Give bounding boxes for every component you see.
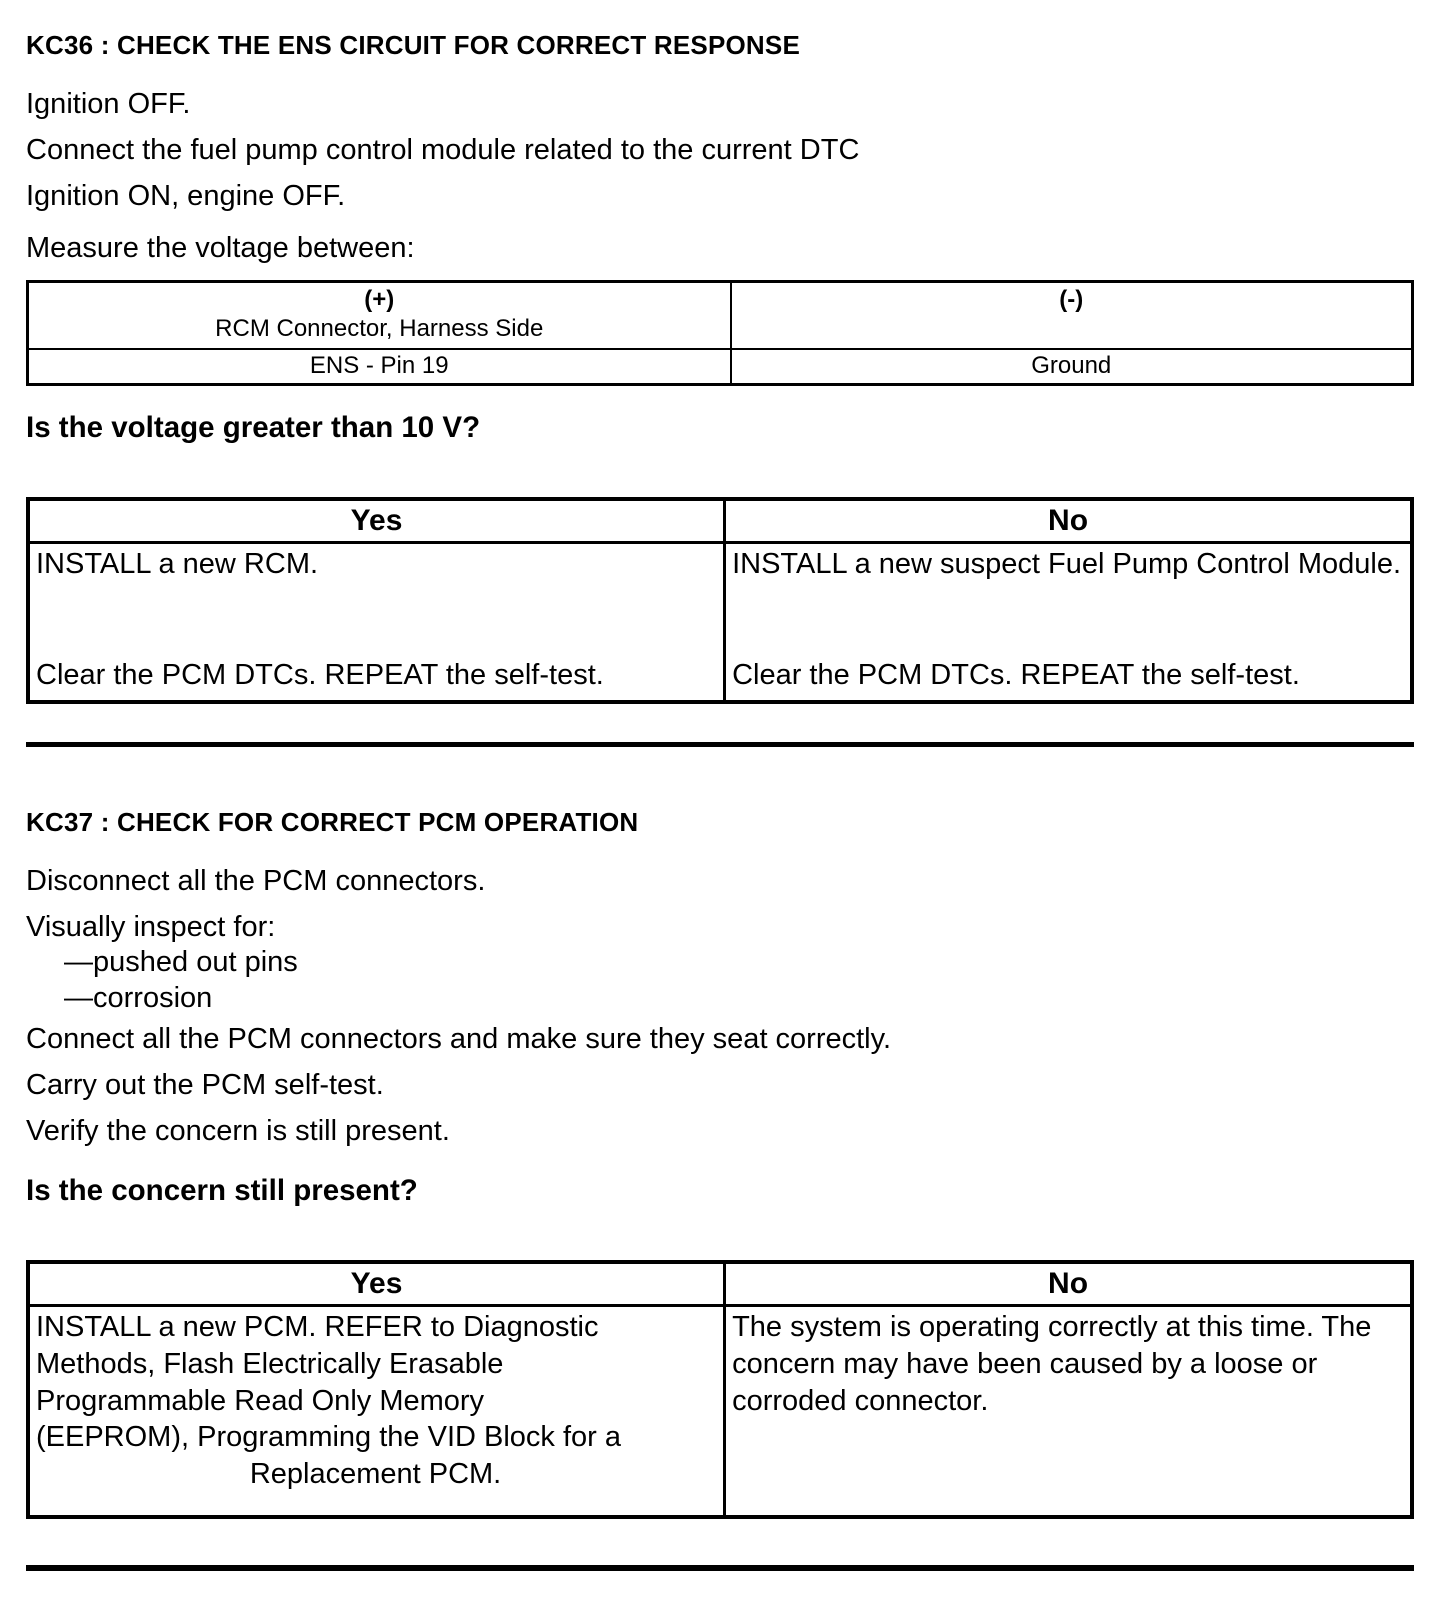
kc37-decision-table — [26, 1260, 1414, 1519]
kc37-step-heading: KC37 : CHECK FOR CORRECT PCM OPERATION — [26, 806, 639, 837]
instruction-line: Verify the concern is still present. — [26, 1114, 450, 1147]
section-kc37 — [26, 807, 1414, 1519]
measurement-data-row — [28, 349, 1413, 384]
yes-action-cell — [28, 1305, 725, 1517]
positive-lead-header-cell — [28, 282, 731, 349]
positive-connector-label: RCM Connector, Harness Side — [215, 314, 544, 342]
negative-lead-header-cell — [731, 282, 1413, 349]
yes-header-cell: Yes — [28, 1262, 725, 1306]
no-action-cell — [725, 1305, 1412, 1517]
negative-pin-cell: Ground — [731, 349, 1413, 384]
decision-header-row — [28, 499, 1412, 543]
measurement-header-row — [28, 282, 1413, 349]
no-action-text: INSTALL a new suspect Fuel Pump Control Module. — [732, 547, 1402, 580]
decision-body-row — [28, 1305, 1412, 1517]
instruction-line: Connect the fuel pump control module related to the current DTC — [26, 133, 860, 166]
inspect-bullet-item: —pushed out pins — [64, 945, 298, 978]
kc37-decision-question: Is the concern still present? — [26, 1173, 418, 1207]
kc36-decision-question: Is the voltage greater than 10 V? — [26, 410, 481, 444]
instruction-line: Measure the voltage between: — [26, 232, 415, 265]
no-followup-text: Clear the PCM DTCs. REPEAT the self-test. — [732, 659, 1300, 692]
yes-followup-text: Clear the PCM DTCs. REPEAT the self-test. — [36, 659, 604, 692]
inspect-bullet-item: —corrosion — [64, 982, 213, 1015]
instruction-line: Ignition ON, engine OFF. — [26, 179, 346, 212]
positive-symbol: (+) — [364, 286, 395, 314]
instruction-line: Disconnect all the PCM connectors. — [26, 864, 486, 897]
kc36-step-heading: KC36 : CHECK THE ENS CIRCUIT FOR CORRECT RESPONSE — [26, 30, 800, 60]
bottom-rule — [26, 1565, 1414, 1571]
yes-header-cell: Yes — [28, 499, 725, 543]
measurement-table — [26, 280, 1414, 385]
no-action-cell — [725, 542, 1412, 702]
section-kc36 — [26, 30, 1414, 704]
section-divider-rule — [26, 742, 1414, 747]
kc36-decision-table — [26, 497, 1414, 704]
no-header-cell: No — [725, 499, 1412, 543]
instruction-line: Carry out the PCM self-test. — [26, 1068, 384, 1101]
positive-pin-cell: ENS - Pin 19 — [28, 349, 731, 384]
yes-action-line: Replacement PCM. — [249, 1458, 502, 1491]
no-header-cell: No — [725, 1262, 1412, 1306]
yes-action-line: INSTALL a new PCM. REFER to Diagnostic — [36, 1310, 599, 1343]
instruction-line: Visually inspect for: — [26, 910, 276, 943]
yes-action-text: INSTALL a new RCM. — [36, 547, 319, 580]
instruction-line: Connect all the PCM connectors and make sure they seat correctly. — [26, 1023, 892, 1056]
yes-action-line: Methods, Flash Electrically Erasable — [36, 1347, 504, 1380]
decision-body-row — [28, 542, 1412, 702]
negative-symbol: (-) — [1059, 286, 1084, 314]
yes-action-line: (EEPROM), Programming the VID Block for a — [36, 1421, 621, 1454]
no-action-text: The system is operating correctly at this time. The concern may have been caused by a loose or corroded connector. — [732, 1310, 1372, 1417]
yes-action-line: Programmable Read Only Memory — [36, 1384, 485, 1417]
decision-header-row — [28, 1262, 1412, 1306]
yes-action-cell — [28, 542, 725, 702]
instruction-line: Ignition OFF. — [26, 88, 191, 120]
yes-action-text-block — [36, 1309, 715, 1493]
